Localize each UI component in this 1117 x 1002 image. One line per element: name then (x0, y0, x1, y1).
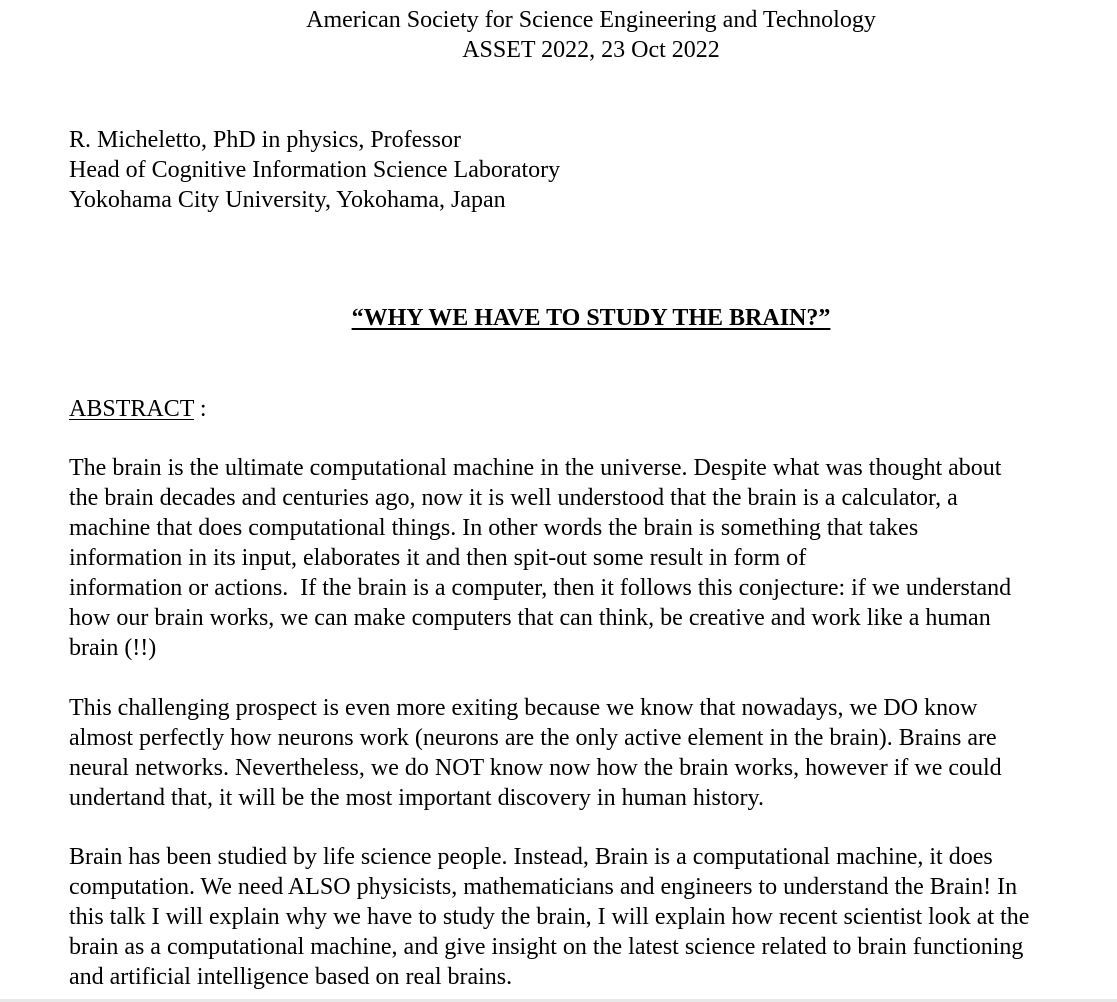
paragraph-line: undertand that, it will be the most important discovery in human history. (69, 785, 764, 811)
paragraph-line: how our brain works, we can make computers that can think, be creative and work like a human (69, 605, 991, 631)
paragraph-line: brain (!!) (69, 635, 157, 661)
conference-organization: American Society for Science Engineering and Technology (306, 7, 876, 33)
author-name: R. Micheletto, PhD in physics, Professor (69, 127, 461, 153)
abstract-heading: ABSTRACT (69, 396, 194, 422)
author-affiliation: Yokohama City University, Yokohama, Japan (69, 187, 506, 213)
paragraph-line: This challenging prospect is even more exiting because we know that nowadays, we DO know (69, 695, 978, 721)
paragraph-line: and artificial intelligence based on real brains. (69, 964, 513, 990)
paragraph-line: almost perfectly how neurons work (neurons are the only active element in the brain). Brains are (69, 725, 997, 751)
paragraph-line: this talk I will explain why we have to study the brain, I will explain how recent scientist look at the (69, 904, 1030, 930)
abstract-heading-line (69, 394, 207, 424)
paragraph-line: The brain is the ultimate computational machine in the universe. Despite what was thought about (69, 455, 1002, 481)
author-position: Head of Cognitive Information Science Laboratory (69, 157, 561, 183)
paragraph-line: information in its input, elaborates it and then spit-out some result in form of (69, 545, 807, 571)
talk-title: “WHY WE HAVE TO STUDY THE BRAIN?” (351, 305, 831, 331)
paragraph-line: neural networks. Nevertheless, we do NOT know now how the brain works, however if we could (69, 755, 1002, 781)
abstract-heading-colon: : (193, 396, 207, 422)
conference-event-date: ASSET 2022, 23 Oct 2022 (462, 37, 720, 63)
paragraph-line: information or actions. If the brain is a computer, then it follows this conjecture: if we understand (69, 575, 1012, 601)
paragraph-line: computation. We need ALSO physicists, mathematicians and engineers to understand the Brain! In (69, 874, 1018, 900)
paragraph-line: the brain decades and centuries ago, now it is well understood that the brain is a calculator, a (69, 485, 958, 511)
paragraph-line: Brain has been studied by life science people. Instead, Brain is a computational machine, it does (69, 844, 993, 870)
paragraph-line: brain as a computational machine, and give insight on the latest science related to brain functioning (69, 934, 1024, 960)
paragraph-line: machine that does computational things. In other words the brain is something that takes (69, 515, 919, 541)
